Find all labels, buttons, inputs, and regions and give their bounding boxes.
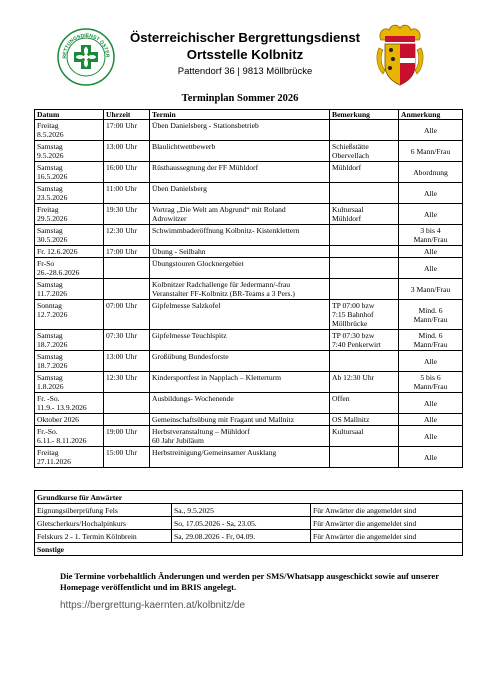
cell-datum: Samstag 18.7.2026 <box>35 330 104 351</box>
cell-anmerkung: Mind. 6 Mann/Frau <box>399 330 463 351</box>
cell-bemerkung: Kultursaal <box>330 426 399 447</box>
carinthia-coat-of-arms-icon <box>375 22 425 88</box>
cell-datum: Oktober 2026 <box>35 414 104 426</box>
cell-datum: Samstag 16.5.2026 <box>35 162 104 183</box>
cell-uhrzeit: 13:00 Uhr <box>104 141 150 162</box>
table-row <box>35 183 463 204</box>
cell-termin: Blaulichtwettbewerb <box>150 141 330 162</box>
cell-datum: Freitag 27.11.2026 <box>35 447 104 468</box>
cell-bemerkung <box>330 279 399 300</box>
cell-uhrzeit <box>104 414 150 426</box>
cell-anmerkung: Alle <box>399 447 463 468</box>
cell-datum: Fr. -So. 11.9.- 13.9.2026 <box>35 393 104 414</box>
cell-uhrzeit: 17:00 Uhr <box>104 246 150 258</box>
cell-anmerkung: 3 bis 4 Mann/Frau <box>399 225 463 246</box>
cell-termin: Übung - Seilbahn <box>150 246 330 258</box>
cell-termin: Üben Danielsberg - Stationsbetrieb <box>150 120 330 141</box>
kurs-name: Eignungsüberprüfung Fels <box>35 504 172 517</box>
table-row <box>35 414 463 426</box>
kurs-datum: Sa, 29.08.2026 - Fr, 04.09. <box>172 530 311 543</box>
cell-uhrzeit: 19:30 Uhr <box>104 204 150 225</box>
cell-bemerkung <box>330 351 399 372</box>
cell-datum: Samstag 30.5.2026 <box>35 225 104 246</box>
cell-datum: Samstag 23.5.2026 <box>35 183 104 204</box>
organization-address: Pattendorf 36 | 9813 Möllbrücke <box>177 66 313 77</box>
table-row <box>35 517 463 530</box>
cell-uhrzeit: 16:00 Uhr <box>104 162 150 183</box>
table-row <box>35 120 463 141</box>
cell-bemerkung <box>330 246 399 258</box>
coat-of-arms <box>375 22 425 88</box>
cell-bemerkung: TP 07:30 bzw 7:40 Penkerwirt <box>330 330 399 351</box>
cell-datum: Samstag 1.8.2026 <box>35 372 104 393</box>
cell-bemerkung: Offen <box>330 393 399 414</box>
cell-bemerkung <box>330 120 399 141</box>
cell-datum: Fr-So 26.-28.6.2026 <box>35 258 104 279</box>
cell-uhrzeit: 07:30 Uhr <box>104 330 150 351</box>
header-bemerkung: Bemerkung <box>330 110 399 120</box>
cell-termin: Gemeinschaftsübung mit Fragant und Mallnitz <box>150 414 330 426</box>
cell-bemerkung: Kultursaal Mühldorf <box>330 204 399 225</box>
cell-anmerkung: 5 bis 6 Mann/Frau <box>399 372 463 393</box>
cell-bemerkung: Mühldorf <box>330 162 399 183</box>
bergrettung-logo <box>57 28 115 86</box>
cell-anmerkung: Alle <box>399 351 463 372</box>
cell-anmerkung: Alle <box>399 204 463 225</box>
kurs-name: Gletscherkurs/Hochalpinkurs <box>35 517 172 530</box>
cell-uhrzeit: 15:00 Uhr <box>104 447 150 468</box>
cell-anmerkung: Alle <box>399 246 463 258</box>
kurs-name: Felskurs 2 - 1. Termin Kölnbrein <box>35 530 172 543</box>
cell-datum: Fr.-So. 6.11.- 8.11.2026 <box>35 426 104 447</box>
cell-bemerkung: Schießstätte Obervellach <box>330 141 399 162</box>
table-row <box>35 258 463 279</box>
bergrettung-edelweiss-cross-icon <box>57 28 115 86</box>
header-anmerkung: Anmerkung <box>399 110 463 120</box>
cell-anmerkung: Alle <box>399 120 463 141</box>
cell-termin: Gipfelmesse Salzkofel <box>150 300 330 330</box>
table-row <box>35 447 463 468</box>
table-row <box>35 393 463 414</box>
table-row <box>35 204 463 225</box>
table-row <box>35 225 463 246</box>
cell-datum: Samstag 18.7.2026 <box>35 351 104 372</box>
kurs-hinweis: Für Anwärter die angemeldet sind <box>311 530 463 543</box>
header-uhrzeit: Uhrzeit <box>104 110 150 120</box>
cell-termin: Übungstouren Glocknergebiet <box>150 258 330 279</box>
cell-anmerkung: Alle <box>399 414 463 426</box>
cell-anmerkung: Alle <box>399 393 463 414</box>
table-row <box>35 372 463 393</box>
cell-datum: Fr. 12.6.2026 <box>35 246 104 258</box>
cell-uhrzeit: 19:00 Uhr <box>104 426 150 447</box>
cell-uhrzeit: 12:30 Uhr <box>104 372 150 393</box>
header-datum: Datum <box>35 110 104 120</box>
table-row <box>35 504 463 517</box>
table-row <box>35 279 463 300</box>
table-row <box>35 162 463 183</box>
cell-termin: Großübung Bundesforste <box>150 351 330 372</box>
table-row <box>35 300 463 330</box>
cell-bemerkung: Ab 12:30 Uhr <box>330 372 399 393</box>
header-termin: Termin <box>150 110 330 120</box>
cell-datum: Freitag 8.5.2026 <box>35 120 104 141</box>
cell-termin: Kolbnitzer Radchallenge für Jedermann/-frau Veranstalter FF-Kolbnitz (BR-Teams a 3 Pers.) <box>150 279 330 300</box>
kurs-hinweis: Für Anwärter die angemeldet sind <box>311 504 463 517</box>
cell-bemerkung: OS Mallnitz <box>330 414 399 426</box>
cell-termin: Schwimmbaderöffnung Kolbnitz- Kistenklettern <box>150 225 330 246</box>
cell-anmerkung: Abordnung <box>399 162 463 183</box>
cell-bemerkung <box>330 183 399 204</box>
table-row <box>35 426 463 447</box>
cell-bemerkung <box>330 258 399 279</box>
cell-datum: Samstag 9.5.2026 <box>35 141 104 162</box>
cell-uhrzeit <box>104 258 150 279</box>
cell-anmerkung: Mind. 6 Mann/Frau <box>399 300 463 330</box>
plan-title: Terminplan Sommer 2026 <box>181 93 299 104</box>
cell-termin: Gipfelmesse Teuchlspitz <box>150 330 330 351</box>
cell-datum: Samstag 11.7.2026 <box>35 279 104 300</box>
cell-anmerkung: Alle <box>399 183 463 204</box>
table-row <box>35 141 463 162</box>
cell-anmerkung: Alle <box>399 426 463 447</box>
kurs-datum: Sa., 9.5.2025 <box>172 504 311 517</box>
organization-subtitle: Ortsstelle Kolbnitz <box>186 47 304 62</box>
sonstige-row <box>35 543 463 556</box>
cell-anmerkung: 6 Mann/Frau <box>399 141 463 162</box>
cell-uhrzeit <box>104 393 150 414</box>
cell-uhrzeit: 07:00 Uhr <box>104 300 150 330</box>
cell-uhrzeit: 17:00 Uhr <box>104 120 150 141</box>
schedule-header-row <box>35 110 463 120</box>
cell-anmerkung: Alle <box>399 258 463 279</box>
homepage-link[interactable]: https://bergrettung-kaernten.at/kolbnitz/de <box>60 600 246 611</box>
cell-termin: Üben Danielsberg <box>150 183 330 204</box>
logo-ring-text: RETTUNGSDIENST ÖSTER <box>61 32 111 59</box>
cell-uhrzeit: 11:00 Uhr <box>104 183 150 204</box>
cell-termin: Ausbildungs- Wochenende <box>150 393 330 414</box>
cell-bemerkung <box>330 225 399 246</box>
cell-termin: Herbstreinigung/Gemeinsamer Ausklang <box>150 447 330 468</box>
cell-datum: Sonntag 12.7.2026 <box>35 300 104 330</box>
organization-title: Österreichischer Bergrettungsdienst <box>129 30 361 45</box>
cell-bemerkung: TP 07:00 bzw 7:15 Bahnhof Möllbrücke <box>330 300 399 330</box>
kurs-datum: So, 17.05.2026 - Sa, 23.05. <box>172 517 311 530</box>
table-row <box>35 246 463 258</box>
notice-text: Die Termine vorbehaltlich Änderungen und werden per SMS/Whatsapp ausgeschickt sowie auf unserer Homepage veröffentlicht und im BRIS angelegt. <box>60 571 439 592</box>
grundkurse-title: Grundkurse für Anwärter <box>35 491 463 504</box>
table-row <box>35 330 463 351</box>
sonstige-label: Sonstige <box>35 543 463 556</box>
cell-anmerkung: 3 Mann/Frau <box>399 279 463 300</box>
cell-termin: Rüsthaussegnung der FF Mühldorf <box>150 162 330 183</box>
cell-termin: Herbstveranstaltung – Mühldorf 60 Jahr Jubiläum <box>150 426 330 447</box>
schedule-table <box>34 109 463 468</box>
grundkurse-table <box>34 490 463 556</box>
cell-bemerkung <box>330 447 399 468</box>
kurs-hinweis: Für Anwärter die angemeldet sind <box>311 517 463 530</box>
cell-uhrzeit <box>104 279 150 300</box>
table-row <box>35 530 463 543</box>
cell-uhrzeit: 13:00 Uhr <box>104 351 150 372</box>
cell-datum: Freitag 29.5.2026 <box>35 204 104 225</box>
table-row <box>35 351 463 372</box>
cell-termin: Vortrag „Die Welt am Abgrund“ mit Roland Adrowitzer <box>150 204 330 225</box>
cell-termin: Kindersportfest in Napplach – Kletterturm <box>150 372 330 393</box>
cell-uhrzeit: 12:30 Uhr <box>104 225 150 246</box>
grundkurse-title-row <box>35 491 463 504</box>
